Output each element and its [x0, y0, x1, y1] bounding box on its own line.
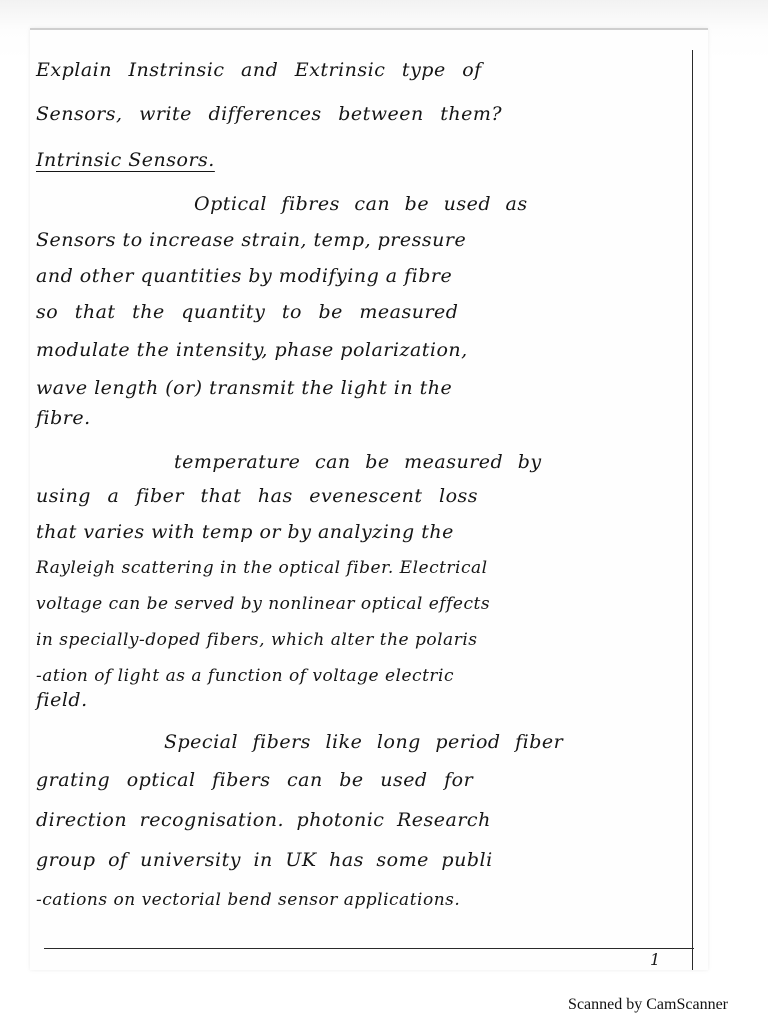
- notebook-page: [30, 28, 708, 970]
- question-line-1: Explain Instrinsic and Extrinsic type of: [36, 59, 482, 81]
- paragraph-2-line-7: -ation of light as a function of voltage electric: [36, 666, 454, 686]
- paragraph-2-line-3: that varies with temp or by analyzing the: [36, 521, 454, 543]
- paragraph-2-line-6: in specially-doped fibers, which alter the polaris: [36, 630, 478, 650]
- paragraph-1-line-1: Optical fibres can be used as: [194, 193, 528, 215]
- paragraph-1-line-5: modulate the intensity, phase polarization,: [36, 339, 468, 361]
- paragraph-3-line-1: Special fibers like long period fiber: [164, 731, 564, 753]
- scanner-watermark: Scanned by CamScanner: [568, 996, 728, 1013]
- paragraph-1-line-4: so that the quantity to be measured: [36, 301, 459, 323]
- paragraph-2-line-5: voltage can be served by nonlinear optical effects: [36, 594, 491, 614]
- paragraph-2-line-2: using a fiber that has evenescent loss: [36, 485, 479, 507]
- paragraph-2-line-8: field.: [36, 689, 88, 711]
- paragraph-3-line-3: direction recognisation. photonic Research: [36, 809, 491, 831]
- section-heading: Intrinsic Sensors.: [36, 149, 215, 171]
- paragraph-1-line-2: Sensors to increase strain, temp, pressure: [36, 229, 467, 251]
- paragraph-3-line-5: -cations on vectorial bend sensor applications.: [36, 890, 461, 910]
- paragraph-1-line-7: fibre.: [36, 407, 91, 429]
- paragraph-2-line-1: temperature can be measured by: [174, 451, 542, 473]
- paragraph-2-line-4: Rayleigh scattering in the optical fiber. Electrical: [36, 558, 488, 578]
- question-line-2: Sensors, write differences between them?: [36, 103, 503, 125]
- bottom-rule: [44, 948, 694, 949]
- paragraph-1-line-3: and other quantities by modifying a fibre: [36, 265, 453, 287]
- page-number: 1: [650, 950, 661, 969]
- paragraph-3-line-2: grating optical fibers can be used for: [36, 769, 474, 791]
- paragraph-3-line-4: group of university in UK has some publi: [36, 849, 493, 871]
- margin-line: [692, 50, 693, 970]
- paragraph-1-line-6: wave length (or) transmit the light in the: [36, 377, 453, 399]
